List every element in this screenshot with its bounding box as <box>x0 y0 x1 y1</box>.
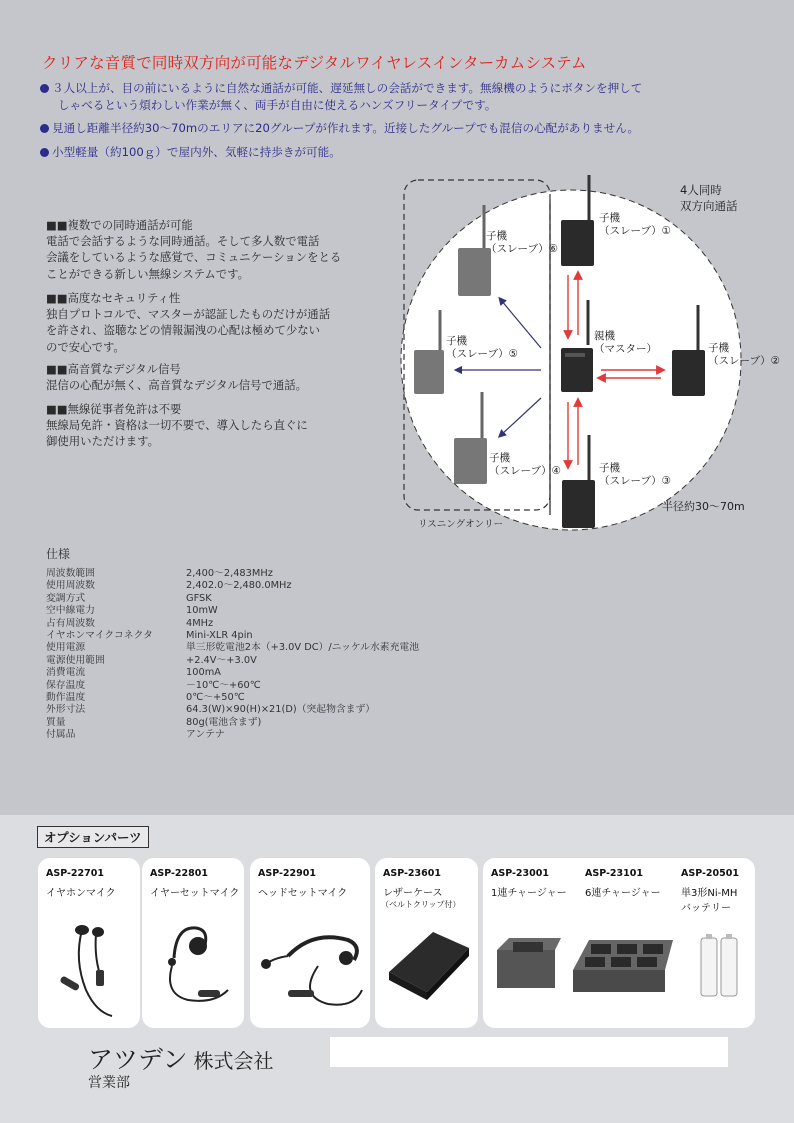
product-code: ASP-23001 <box>491 868 549 879</box>
single-charger-icon <box>491 934 561 994</box>
feature-line: を許され、盗聴などの情報漏洩の心配は極めて少ない <box>46 323 321 338</box>
feature-block <box>46 401 308 450</box>
label-line: 子機 <box>489 452 510 464</box>
label-line: （スレーブ）① <box>599 225 671 237</box>
master-label <box>594 330 657 356</box>
product-card-earphone-mic[interactable] <box>38 858 140 1028</box>
label-line: （スレーブ）④ <box>489 465 561 477</box>
spec-key: イヤホンマイクコネクタ <box>46 630 153 641</box>
specs-title: 仕様 <box>46 547 71 561</box>
spec-value: －10℃～+60℃ <box>186 679 261 691</box>
product-card-earset-mic[interactable] <box>142 858 244 1028</box>
spec-row <box>46 654 257 667</box>
bullet-dot-icon <box>40 84 49 93</box>
spec-row <box>46 630 253 642</box>
label-line: （スレーブ）⑥ <box>486 243 558 255</box>
company-name <box>88 1040 274 1076</box>
feature-line: 無線局免許・資格は一切不要で、導入したら直ぐに <box>46 418 308 433</box>
label-line: 子機 <box>486 230 507 242</box>
spec-key: 消費電流 <box>46 667 86 679</box>
label-line: 親機 <box>594 330 615 342</box>
label-line: 4人同時 <box>680 183 722 197</box>
spec-value: 4MHz <box>186 617 214 629</box>
label-line: 子機 <box>599 212 620 224</box>
slave-5-label <box>446 335 518 361</box>
product-card-leather-case[interactable] <box>375 858 478 1028</box>
spec-key: 周波数範囲 <box>46 568 95 579</box>
product-name: 単3形Ni-MH <box>681 888 738 899</box>
spec-key: 外形寸法 <box>46 704 86 716</box>
feature-heading: ■■複数での同時通話が可能 <box>46 218 193 232</box>
label-line: 子機 <box>446 335 467 347</box>
bullet-item <box>40 79 642 97</box>
four-people-label <box>680 182 738 214</box>
headline: クリアな音質で同時双方向が可能なデジタルワイヤレスインターカムシステム <box>42 54 587 72</box>
slave-unit-1-icon <box>561 175 594 266</box>
bullet-item <box>40 119 639 137</box>
bullet-item <box>40 143 341 161</box>
spec-value: Mini-XLR 4pin <box>186 630 253 641</box>
spec-value: 0℃～+50℃ <box>186 692 245 703</box>
label-line: 子機 <box>708 342 729 354</box>
product-note: （ベルトクリップ付） <box>381 900 461 909</box>
spec-key: 付属品 <box>46 729 76 741</box>
spec-key: 電源使用範囲 <box>46 654 105 666</box>
product-code: ASP-22901 <box>258 868 316 879</box>
spec-key: 使用周波数 <box>46 580 95 592</box>
spec-row <box>46 704 376 716</box>
product-code: ASP-23601 <box>383 868 441 879</box>
spec-row <box>46 667 221 679</box>
bullet-dot-icon <box>40 148 49 157</box>
spec-row <box>46 716 262 729</box>
slave-2-label <box>708 342 780 368</box>
product-code: ASP-23101 <box>585 868 643 879</box>
spec-row <box>46 642 419 654</box>
battery-icon <box>695 930 745 1004</box>
spec-value: GFSK <box>186 592 212 604</box>
bullet-text: 見通し距離半径約30～70mのエリアに20グループが作れます。近接したグループでも混信の心配がありません。 <box>52 121 640 135</box>
product-name: イヤーセットマイク <box>150 888 240 899</box>
product-card-headset-mic[interactable] <box>250 858 370 1028</box>
spec-row <box>46 592 212 605</box>
product-card-chargers-battery[interactable] <box>483 858 755 1028</box>
feature-line: 電話で会話するような同時通話。そして多人数で電話 <box>46 234 320 249</box>
company-suffix: 株式会社 <box>193 1049 274 1073</box>
label-line: （スレーブ）② <box>708 355 780 367</box>
spec-row <box>46 580 292 592</box>
feature-line: 混信の心配が無く、高音質なデジタル信号で通話。 <box>46 378 308 393</box>
feature-block <box>46 290 330 355</box>
spec-value: 64.3(W)×90(H)×21(D)（突起物含まず） <box>186 704 376 716</box>
options-title: オプションパーツ <box>37 826 149 848</box>
spec-value: 2,402.0～2,480.0MHz <box>186 580 292 592</box>
spec-value: 2,400～2,483MHz <box>186 568 273 579</box>
department: 営業部 <box>88 1075 130 1091</box>
spec-row <box>46 617 214 630</box>
product-name: 1連チャージャー <box>491 888 567 899</box>
slave-1-label <box>599 212 671 238</box>
bullet-text: ３人以上が、目の前にいるように自然な通話が可能、遅延無しの会話ができます。無線機のようにボタンを押して <box>52 81 643 95</box>
label-line: 双方向通話 <box>680 199 738 213</box>
feature-line: 独自プロトコルで、マスターが認証したものだけが通話 <box>46 307 331 322</box>
earset-mic-icon <box>154 918 238 1018</box>
earphone-mic-icon <box>52 920 132 1020</box>
slave-6-label <box>486 230 558 256</box>
radius-label: 半径約30～70m <box>662 500 745 513</box>
feature-line: 会議をしているような感覚で、コミュニケーションをとる <box>46 250 342 265</box>
spec-row <box>46 568 273 580</box>
bullet-item-continued: しゃべるという煩わしい作業が無く、両手が自由に使えるハンズフリータイプです。 <box>58 98 497 112</box>
product-name: 6連チャージャー <box>585 888 661 899</box>
spec-key: 空中線電力 <box>46 605 95 617</box>
spec-key: 質量 <box>46 716 66 728</box>
product-name: レザーケース <box>383 888 443 899</box>
spec-value: 10mW <box>186 605 218 617</box>
bullet-dot-icon <box>40 124 49 133</box>
spec-value: +2.4V～+3.0V <box>186 654 257 666</box>
product-code: ASP-20501 <box>681 868 739 879</box>
product-name-line2: バッテリー <box>681 903 731 914</box>
feature-heading: ■■高音質なデジタル信号 <box>46 362 181 376</box>
listening-only-label: リスニングオンリー <box>418 519 504 530</box>
feature-block <box>46 361 307 393</box>
feature-line: ことができる新しい無線システムです。 <box>46 266 249 281</box>
spec-row <box>46 605 218 617</box>
spec-row <box>46 679 261 692</box>
spec-key: 占有周波数 <box>46 617 95 629</box>
label-line: 子機 <box>599 462 620 474</box>
address-box <box>330 1037 728 1067</box>
leather-case-icon <box>383 926 473 1006</box>
label-line: （スレーブ）③ <box>599 475 671 487</box>
product-code: ASP-22701 <box>46 868 104 879</box>
label-line: （マスター） <box>594 343 657 355</box>
six-charger-icon <box>569 930 679 1000</box>
spec-key: 動作温度 <box>46 692 86 703</box>
bullet-text: 小型軽量（約100ｇ）で屋内外、気軽に持歩きが可能。 <box>52 145 341 159</box>
feature-line: ので安心です。 <box>46 339 125 354</box>
system-diagram <box>396 170 790 540</box>
feature-line: 御使用いただけます。 <box>46 434 159 449</box>
spec-row <box>46 729 225 741</box>
spec-value: 100mA <box>186 667 221 679</box>
spec-value: 80g(電池含まず) <box>186 716 262 728</box>
feature-heading: ■■高度なセキュリティ性 <box>46 291 181 305</box>
label-line: （スレーブ）⑤ <box>446 348 518 360</box>
slave-3-label <box>599 462 671 488</box>
spec-value: 単三形乾電池2本（+3.0V DC）/ニッケル水素充電池 <box>186 642 419 654</box>
headset-mic-icon <box>258 926 366 1016</box>
spec-key: 保存温度 <box>46 679 86 691</box>
slave-4-label <box>489 452 561 478</box>
product-code: ASP-22801 <box>150 868 208 879</box>
feature-block <box>46 217 341 282</box>
spec-key: 変調方式 <box>46 592 86 604</box>
spec-row <box>46 692 245 704</box>
spec-value: アンテナ <box>186 729 225 741</box>
product-name: ヘッドセットマイク <box>258 888 348 899</box>
spec-key: 使用電源 <box>46 642 86 654</box>
product-name: イヤホンマイク <box>46 888 116 899</box>
feature-heading: ■■無線従事者免許は不要 <box>46 402 182 416</box>
company-brand: アツデン <box>88 1045 188 1074</box>
